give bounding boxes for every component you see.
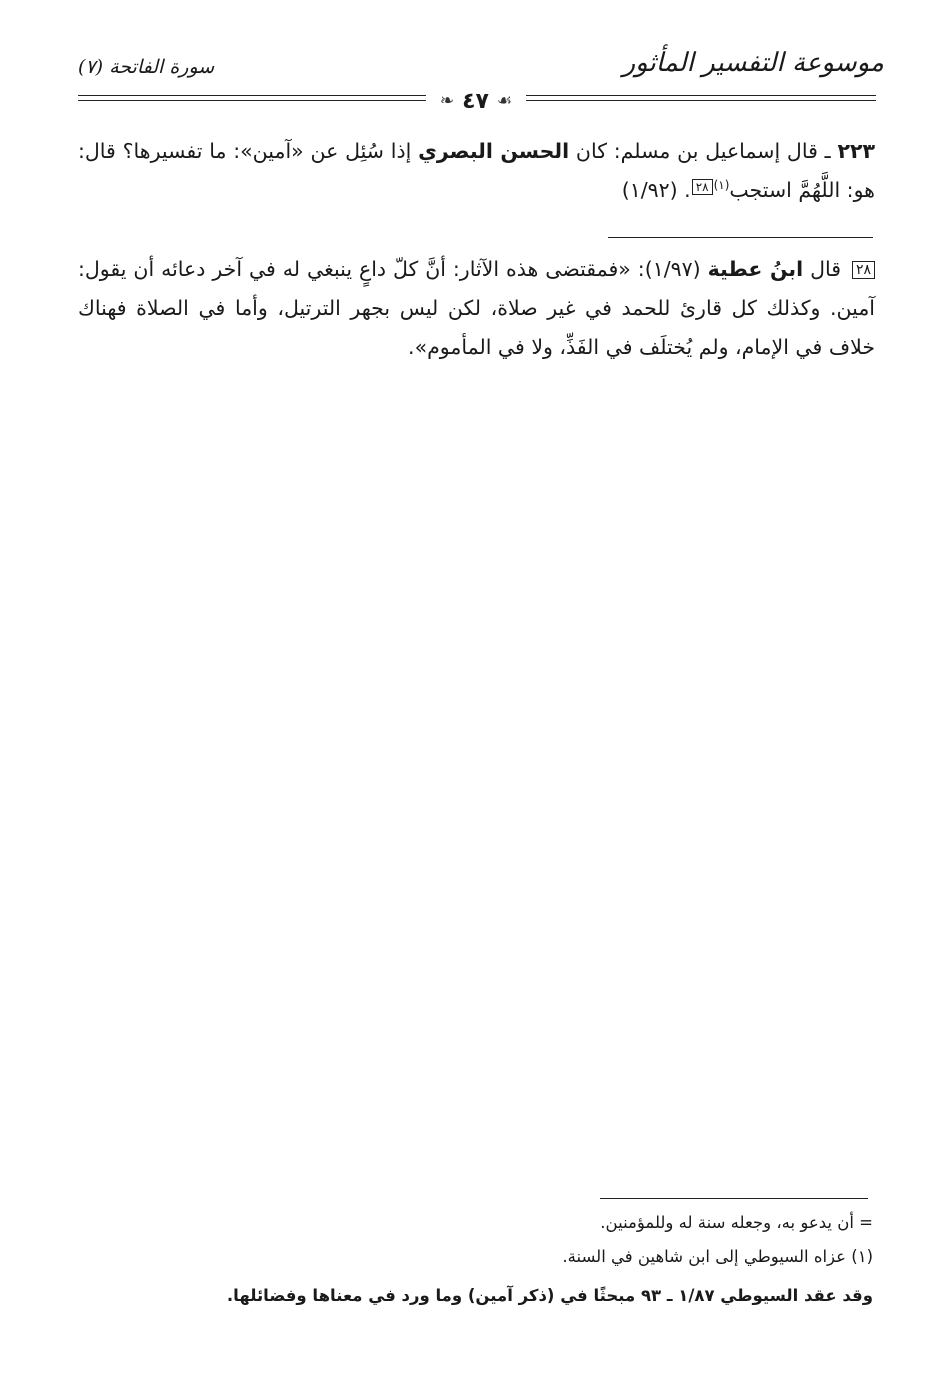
- commentary-reference-box: ٢٨: [692, 179, 713, 195]
- narration-text: إذا سُئِل عن «آمين»: ما تفسيرها؟ قال: هو: اللَّهُمَّ استجب: [78, 139, 875, 202]
- header-rule-right-bottom: [526, 100, 876, 101]
- ornament-icon: ☙: [496, 91, 513, 111]
- page-number-block: [426, 86, 526, 116]
- footnote-marker: (١): [713, 178, 730, 193]
- narration-source: . (١/٩٢): [621, 178, 691, 202]
- header-rule-left-bottom: [78, 100, 426, 101]
- commentary-paragraph: [78, 250, 875, 367]
- commentary-text: (١/٩٧): «فمقتضى هذه الآثار: أنَّ كلّ داعٍ ينبغي له في آخر دعائه أن يقول: آمين. وكذلك كل قارئ للحمد في غير صلاة، لكن ليس بجهر الترتيل، وأما في الصلاة فهناك خلاف في الإمام، ولم يُختلَف في الفَذِّ، ولا في المأموم».: [78, 257, 875, 359]
- surah-header: سورة الفاتحة (٧): [78, 56, 215, 78]
- page-number: ٤٧: [462, 88, 489, 114]
- footnote-continuation: = أن يدعو به، وجعله سنة له وللمؤمنين.: [600, 1213, 873, 1232]
- book-title-header: موسوعة التفسير المأثور: [622, 48, 884, 78]
- footnote-note: وقد عقد السيوطي ١/٨٧ ـ ٩٣ مبحثًا في (ذكر آمين) وما ورد في معناها وفضائلها.: [226, 1286, 873, 1305]
- narration-paragraph: [78, 132, 875, 210]
- narration-text: ـ قال إسماعيل بن مسلم: كان: [569, 139, 838, 163]
- commentary-separator: [608, 237, 873, 238]
- commentator-name: ابنُ عطية: [707, 257, 804, 281]
- footnote-1: (١) عزاه السيوطي إلى ابن شاهين في السنة.: [562, 1247, 873, 1266]
- header-rule-left-top: [78, 95, 426, 96]
- commentary-number-box: ٢٨: [852, 261, 875, 279]
- ornament-icon: ❧: [439, 91, 455, 111]
- narration-number: ٢٢٣: [837, 139, 875, 163]
- commentary-text: قال: [803, 257, 848, 281]
- narrator-name: الحسن البصري: [418, 139, 570, 163]
- footnote-separator: [600, 1198, 868, 1199]
- header-rule-right-top: [526, 95, 876, 96]
